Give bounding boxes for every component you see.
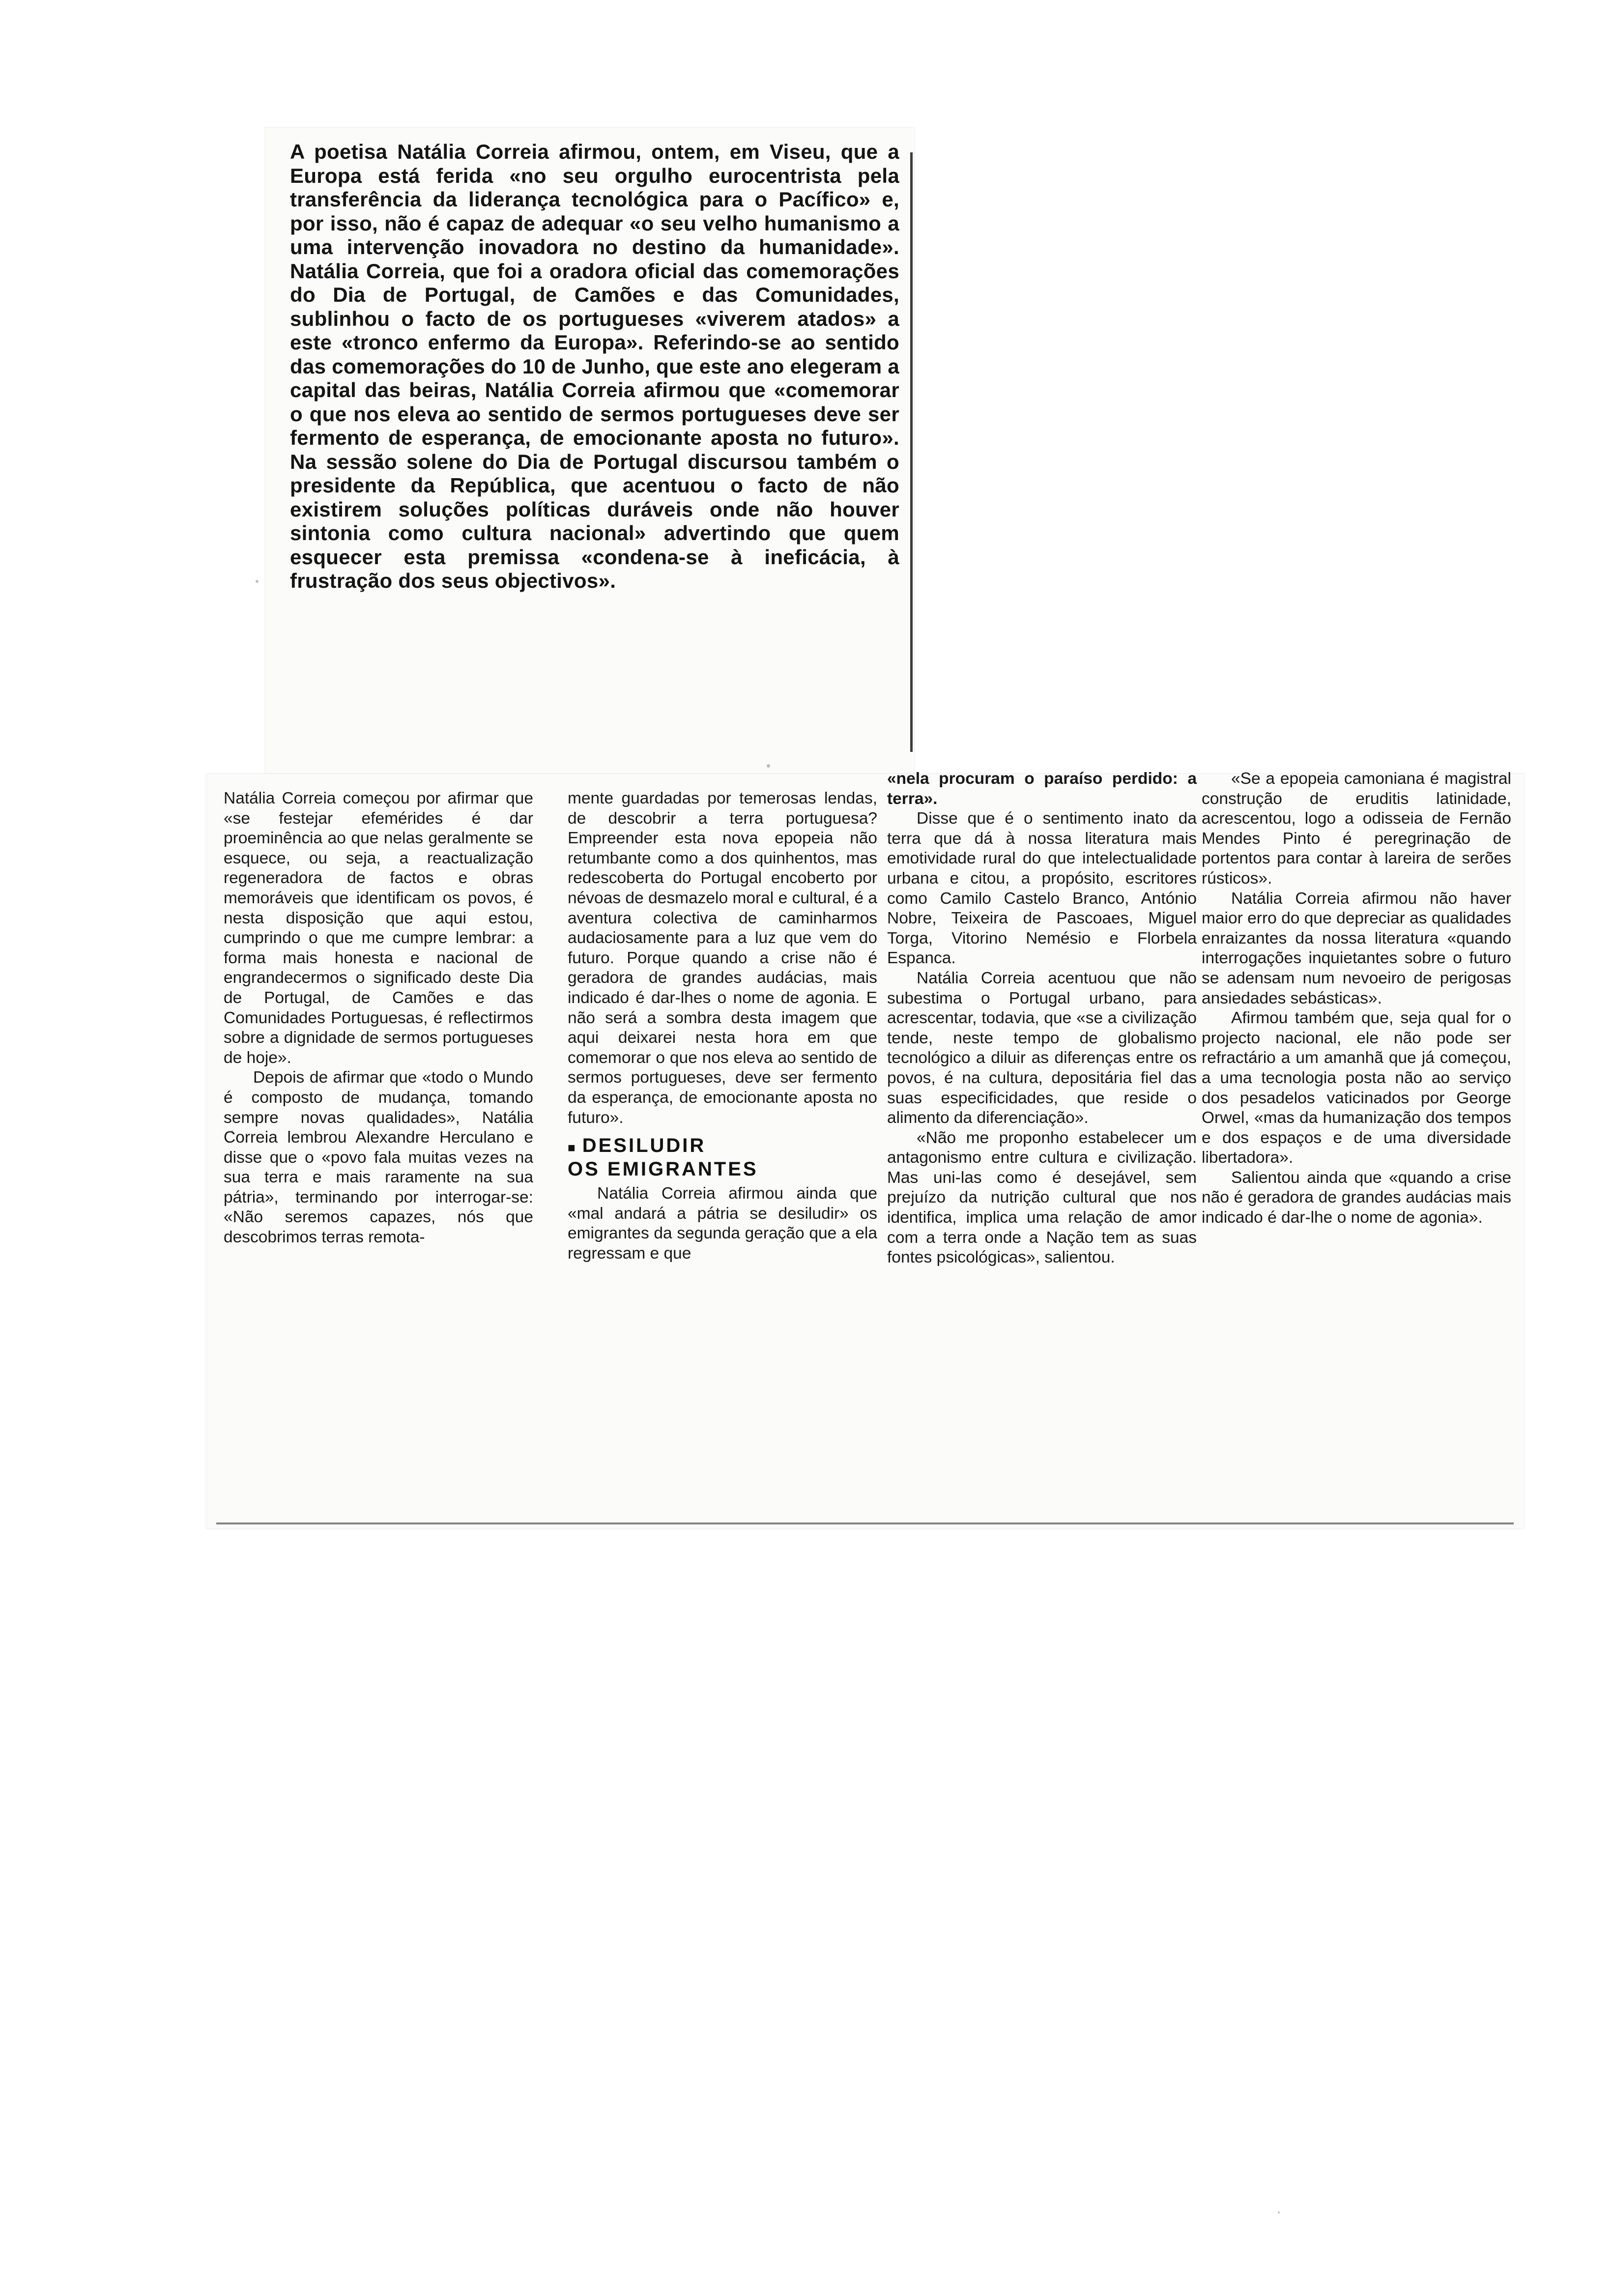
subheading-line-2: OS EMIGRANTES bbox=[568, 1158, 758, 1180]
scan-speck bbox=[1278, 2211, 1280, 2213]
col3-paragraph-2: Disse que é o sentimento inato da terra que dá à nossa literatura mais emotividade rural do que intelectualidade urbana e citou, a propósito, escritores como Camilo Castelo Branco, António Nobre, Teixeira de Pascoaes, Miguel Torga, Vitorino Nemésio e Florbela Espanca. bbox=[887, 809, 1197, 968]
scan-speck bbox=[767, 764, 770, 768]
col2-paragraph-1: mente guardadas por temerosas lendas, de descobrir a terra portuguesa? Empreender esta nova epopeia não retumbante como a dos quinhentos, mas redescoberta do Portugal encoberto por névoas de desmazelo moral e cultural, é a aventura colectiva de caminharmos audaciosamente para a luz que vem do futuro. Porque quando a crise não é geradora de grandes audácias, mais indicado é dar-lhes o nome de agonia. E não será a sombra desta imagem que aqui deixarei nesta hora em que comemorar o que nos eleva ao sentido de sermos portugueses, deve ser fermento da esperança, de emocionante aposta no futuro». bbox=[568, 789, 877, 1127]
lead-paragraph: A poetisa Natália Correia afirmou, ontem, em Viseu, que a Europa está ferida «no seu orgulho eurocentrista pela transferência da liderança tecnológica para o Pacífico» e, por isso, não é capaz de adequar «o seu velho humanismo a uma intervenção inovadora no destino da humanidade». Natália Correia, que foi a oradora oficial das comemorações do Dia de Portugal, de Camões e das Comunidades, sublinhou o facto de os portugueses «viverem atados» a este «tronco enfermo da Europa». Referindo-se ao sentido das comemorações do 10 de Junho, que este ano elegeram a capital das beiras, Natália Correia afirmou que «comemorar o que nos eleva ao sentido de sermos portugueses deve ser fermento de esperança, de emocionante aposta no futuro». Na sessão solene do Dia de Portugal discursou também o presidente da República, que acentuou o facto de não existirem soluções políticas duráveis onde não houver sintonia como cultura nacional» advertindo que quem esquecer esta premissa «condena-se à ineficácia, à frustração dos seus objectivos». bbox=[290, 140, 899, 592]
section-subheading bbox=[568, 1135, 877, 1180]
square-bullet-icon: ■ bbox=[568, 1140, 577, 1155]
col2-paragraph-2: Natália Correia afirmou ainda que «mal andará a pátria se desiludir» os emigrantes da segunda geração que a ela regressam e que bbox=[568, 1184, 877, 1263]
subheading-line-1: DESILUDIR bbox=[582, 1135, 706, 1157]
scan-speck bbox=[231, 1130, 233, 1133]
col1-paragraph-1: Natália Correia começou por afirmar que «se festejar efemérides é dar proeminência ao que nelas geralmente se esquece, ou seja, a reactualização regeneradora de factos e obras memoráveis que identificam os povos, é nesta disposição que aqui estou, cumprindo o que me cumpre lembrar: a forma mais honesta e nacional de engrandecermos o significado deste Dia de Portugal, de Camões e das Comunidades Portuguesas, é reflectirmos sobre a dignidade de sermos portugueses de hoje». bbox=[224, 789, 533, 1067]
scan-speck bbox=[1494, 983, 1497, 985]
column-rule bbox=[910, 152, 913, 752]
scan-speck bbox=[256, 580, 259, 583]
col4-paragraph-4: Salientou ainda que «quando a crise não é geradora de grandes audácias mais indicado é dar-lhe o nome de agonia». bbox=[1202, 1168, 1511, 1227]
col3-paragraph-3: Natália Correia acentuou que não subestima o Portugal urbano, para acrescentar, todavia, que «se a civilização tende, neste tempo de globalismo tecnológico a diluir as diferenças entre os povos, é na cultura, depositária fiel das suas especificidades, que reside o alimento da diferenciação». bbox=[887, 969, 1197, 1127]
clipping-bottom-edge bbox=[216, 1522, 1514, 1524]
col4-paragraph-2: Natália Correia afirmou não haver maior erro do que depreciar as qualidades enraizantes da nossa literatura «quando interrogações inquietantes sobre o futuro se adensam num nevoeiro de perigosas ansiedades sebásticas». bbox=[1202, 889, 1511, 1007]
article-column-1 bbox=[224, 789, 533, 1248]
article-column-4 bbox=[1202, 769, 1511, 1228]
col4-paragraph-3: Afirmou também que, seja qual for o projecto nacional, ele não pode ser refractário a um amanhã que já começou, a uma tecnologia posta não ao serviço dos pesadelos vaticinados por George Orwel, «mas da humanização dos tempos e dos espaços e de uma diversidade libertadora». bbox=[1202, 1009, 1511, 1167]
col1-paragraph-2: Depois de afirmar que «todo o Mundo é composto de mudança, tomando sempre novas qualidades», Natália Correia lembrou Alexandre Herculano e disse que o «povo fala muitas vezes na sua terra e mais raramente na sua pátria», terminando por interrogar-se: «Não seremos capazes, nós que descobrimos terras remota- bbox=[224, 1068, 533, 1247]
col4-paragraph-1: «Se a epopeia camoniana é magistral construção de eruditis latinidade, acrescentou, logo a odisseia de Fernão Mendes Pinto é peregrinação de portentos para contar à lareira de serões rústicos». bbox=[1202, 770, 1511, 888]
col3-paragraph-1: «nela procuram o paraíso perdido: a terra». bbox=[887, 770, 1197, 808]
col3-paragraph-4: «Não me proponho estabelecer um antagonismo entre cultura e civilização. Mas uni-las como é desejável, sem prejuízo da nutrição cultural que nos identifica, implica uma relação de amor com a terra onde a Nação tem as suas fontes psicológicas», salientou. bbox=[887, 1128, 1197, 1267]
article-column-3 bbox=[887, 769, 1197, 1268]
article-column-2 bbox=[568, 789, 877, 1263]
